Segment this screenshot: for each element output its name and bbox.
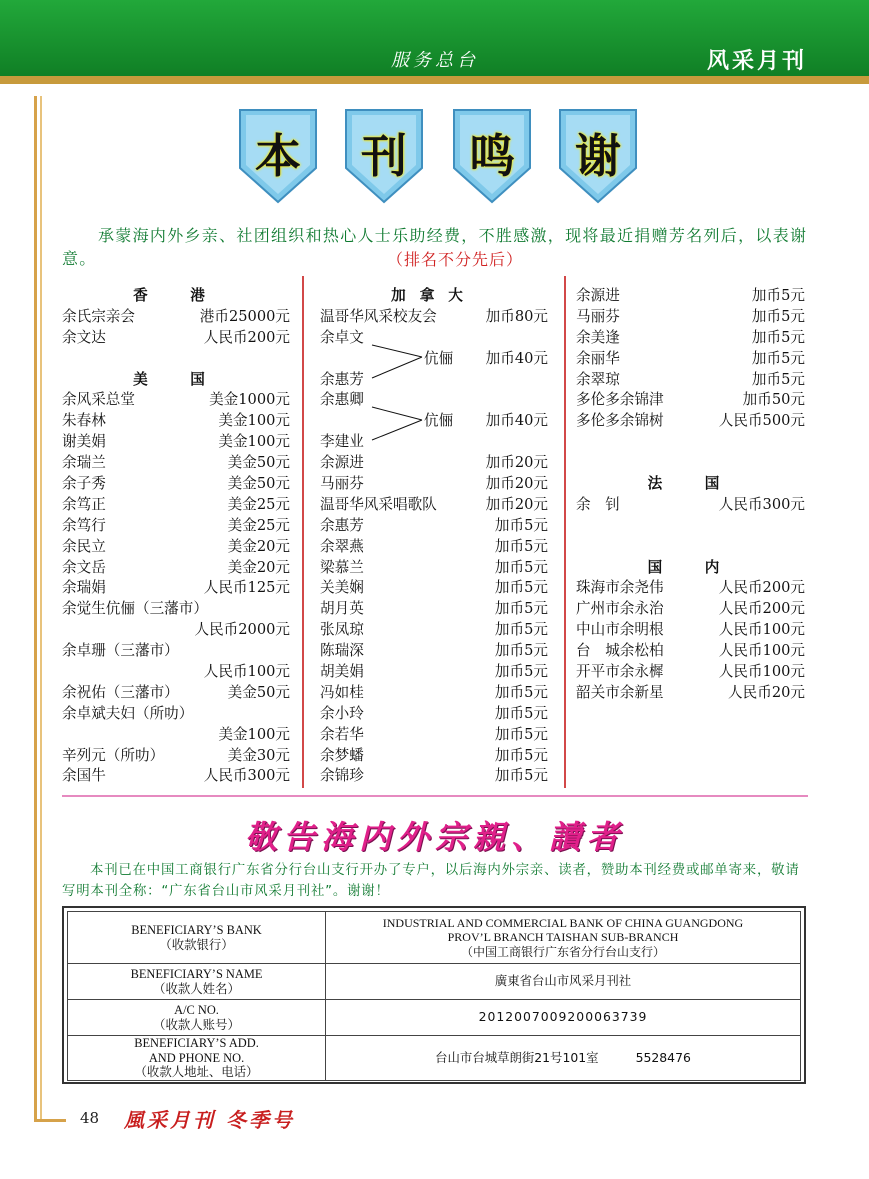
donation-amount: 加币5元 [494, 663, 548, 681]
donation-amount: 人民币100元 [203, 663, 290, 681]
value-line: （中国工商银行广东省分行台山支行） [460, 944, 665, 959]
region-heading-row [62, 286, 290, 307]
donation-amount: 加币5元 [494, 558, 548, 576]
donor-row [62, 307, 290, 328]
donor-name: 胡月英 [320, 600, 364, 618]
donation-amount: 美金100元 [218, 433, 290, 451]
title-shield [450, 106, 534, 206]
donation-amount: 人民币500元 [718, 412, 805, 430]
title-shield [556, 106, 640, 206]
donor-row [320, 683, 548, 704]
donor-row [62, 662, 290, 683]
donation-amount: 加币5元 [751, 370, 805, 388]
donor-name: 陈瑞深 [320, 642, 364, 660]
region-heading: 国 内 [647, 558, 734, 576]
frame-corner [34, 1119, 66, 1122]
donor-row [576, 328, 805, 349]
donation-amount: 美金50元 [227, 475, 290, 493]
donor-name: 多伦多余锦树 [576, 412, 664, 430]
donation-amount: 港币25000元 [199, 307, 290, 325]
donor-row [576, 599, 805, 620]
donor-row [320, 411, 548, 432]
donor-row [62, 495, 290, 516]
bank-value: 廣東省台山市风采月刊社 [326, 964, 801, 1000]
donor-name: 余文岳 [62, 558, 106, 576]
donor-row [576, 662, 805, 683]
donor-name: 余锦珍 [320, 767, 364, 785]
donation-amount: 加币5元 [494, 537, 548, 555]
title-char: 鸣 [469, 129, 515, 183]
title-char: 谢 [575, 129, 621, 183]
donor-row [576, 495, 805, 516]
donor-name: 余惠芳 [320, 370, 364, 388]
bank-label [68, 912, 326, 964]
frame-line-inner [40, 96, 42, 1122]
donation-amount: 美金1000元 [209, 391, 290, 409]
notice-text: 本刊已在中国工商银行广东省分行台山支行开办了专户，以后海内外宗亲、读者，赞助本刊经费或邮单寄来，敬请写明本刊全称：“广东省台山市风采月刊社”。谢谢！ [62, 863, 800, 899]
donor-name: 朱春林 [62, 412, 106, 430]
donor-row [320, 599, 548, 620]
header-strip [0, 76, 869, 84]
donation-amount: 加币20元 [485, 454, 548, 472]
donor-name: 余氏宗亲会 [62, 307, 135, 325]
donor-name: 余小玲 [320, 704, 364, 722]
bank-row [68, 912, 801, 964]
frame-line [34, 96, 37, 1122]
donor-row [62, 432, 290, 453]
donor-row [320, 474, 548, 495]
donor-name: 胡美娟 [320, 663, 364, 681]
donor-column-2 [320, 286, 548, 787]
value-line: PROV’L BRANCH TAISHAN SUB-BRANCH [447, 930, 679, 945]
donation-amount: 人民币2000元 [194, 621, 290, 639]
bank-row [68, 964, 801, 1000]
intro-text: 承蒙海内外乡亲、社团组织和热心人士乐助经费，不胜感激，现将最近捐赠芳名列后，以表谢意。 [62, 226, 808, 268]
donor-row [62, 599, 290, 620]
donor-row [62, 474, 290, 495]
donor-name: 余惠芳 [320, 516, 364, 534]
region-heading: 法 国 [647, 475, 734, 493]
donation-amount: 美金30元 [227, 746, 290, 764]
donor-row [320, 453, 548, 474]
donor-name: 余源进 [576, 287, 620, 304]
donor-row [576, 349, 805, 370]
donor-row [320, 662, 548, 683]
donor-name: 温哥华风采唱歌队 [320, 495, 437, 513]
donor-name: 余若华 [320, 725, 364, 743]
donor-column-3 [576, 286, 805, 704]
title-char: 刊 [361, 129, 407, 183]
donation-amount: 加币5元 [751, 349, 805, 367]
donor-name: 余子秀 [62, 475, 106, 493]
donation-amount: 加币20元 [485, 495, 548, 513]
brand-title: 风采月刊 [706, 49, 807, 74]
donor-name: 冯如桂 [320, 683, 364, 701]
donation-amount: 美金25元 [227, 495, 290, 513]
donor-name: 台 城余松柏 [576, 642, 664, 660]
donor-row [62, 620, 290, 641]
donation-amount: 加币5元 [751, 307, 805, 325]
donor-name: 余丽华 [576, 349, 620, 367]
donor-row [320, 495, 548, 516]
bank-value: 台山市台城草朗街21号101室 5528476 [326, 1036, 801, 1081]
label-zh: （收款人账号） [153, 1017, 240, 1032]
donor-row [576, 307, 805, 328]
donation-amount: 加币80元 [485, 307, 548, 325]
donor-row [320, 746, 548, 767]
donor-row [320, 328, 548, 349]
donor-name: 余美逢 [576, 328, 620, 346]
donation-amount: 人民币200元 [718, 579, 805, 597]
donation-amount: 人民币300元 [718, 495, 805, 513]
couple-label: 伉俪 [424, 412, 454, 430]
donor-name: 马丽芬 [576, 307, 620, 325]
donor-name: 梁慕兰 [320, 558, 364, 576]
donor-name: 余翠琼 [576, 370, 620, 388]
donation-amount: 加币5元 [494, 725, 548, 743]
label-en: A/C NO. [174, 1002, 219, 1017]
donation-amount: 人民币100元 [718, 642, 805, 660]
donor-row [62, 704, 290, 725]
donation-amount: 人民币100元 [718, 621, 805, 639]
bank-info-table [62, 906, 806, 1084]
bank-label [68, 1036, 326, 1081]
donor-row [576, 683, 805, 704]
donor-name: 张凤琼 [320, 621, 364, 639]
donor-name: 韶关市余新星 [576, 683, 664, 701]
donation-amount: 加币5元 [494, 516, 548, 534]
label-zh: （收款人地址、电话） [134, 1065, 259, 1080]
donor-name: 马丽芬 [320, 475, 364, 493]
donor-row [320, 349, 548, 370]
donor-name: 余笃行 [62, 516, 106, 534]
donor-name: 余笃正 [62, 495, 106, 513]
donor-row [320, 370, 548, 391]
donor-row [62, 641, 290, 662]
donation-amount: 美金25元 [227, 516, 290, 534]
donation-amount: 加币5元 [494, 621, 548, 639]
donation-amount: 加币40元 [485, 412, 548, 430]
title-shield [236, 106, 320, 206]
donor-row [576, 537, 805, 558]
donor-row [576, 286, 805, 307]
donation-amount: 美金50元 [227, 454, 290, 472]
label-en: BENEFICIARY’S NAME [130, 966, 263, 981]
column-divider [302, 276, 304, 788]
donor-name: 余瑞兰 [62, 454, 106, 472]
donor-name: 余祝佑（三藩市） [62, 683, 179, 701]
donor-row [576, 516, 805, 537]
donor-row [320, 537, 548, 558]
donation-amount: 美金20元 [227, 558, 290, 576]
donation-amount: 美金100元 [218, 725, 290, 743]
donor-row [320, 390, 548, 411]
donor-name: 余惠卿 [320, 391, 364, 409]
donor-name: 余瑞娟 [62, 579, 106, 597]
donor-row [62, 766, 290, 787]
donor-row [62, 349, 290, 370]
region-heading: 美 国 [133, 370, 219, 388]
donor-name: 开平市余永樨 [576, 663, 664, 681]
donor-row [320, 307, 548, 328]
donor-row [320, 641, 548, 662]
couple-brackets [370, 336, 430, 446]
donor-name: 关美娴 [320, 579, 364, 597]
donor-row [320, 620, 548, 641]
donor-name: 余风采总堂 [62, 391, 135, 409]
donor-row [320, 578, 548, 599]
label-en: AND PHONE NO. [148, 1050, 245, 1065]
donor-name: 余源进 [320, 454, 364, 472]
donation-amount: 人民币100元 [718, 663, 805, 681]
bank-value: 2012007009200063739 [326, 1000, 801, 1036]
donor-row [62, 390, 290, 411]
title-char: 本 [255, 129, 301, 183]
donation-amount: 美金20元 [227, 537, 290, 555]
donor-name: 中山市余明根 [576, 621, 664, 639]
notice-title: 敬告海内外宗親、讀者 [244, 818, 625, 856]
donor-row [62, 453, 290, 474]
donor-row [62, 578, 290, 599]
donor-name: 多伦多余锦津 [576, 391, 664, 409]
donor-name: 余 钊 [576, 495, 620, 513]
donor-row [62, 411, 290, 432]
label-en: BENEFICIARY’S ADD. [134, 1036, 259, 1050]
donation-amount: 加币5元 [494, 704, 548, 722]
donation-amount: 加币50元 [742, 391, 805, 409]
donor-name: 余翠燕 [320, 537, 364, 555]
couple-label: 伉俪 [424, 349, 454, 367]
bank-row [68, 1036, 801, 1081]
page-number: 48 [80, 1109, 100, 1127]
donation-amount: 加币5元 [494, 642, 548, 660]
donor-name: 温哥华风采校友会 [320, 307, 437, 325]
column-divider [564, 276, 566, 788]
donor-row [62, 516, 290, 537]
donor-row [320, 766, 548, 787]
donation-amount: 加币5元 [494, 683, 548, 701]
donor-name: 珠海市余尧伟 [576, 579, 664, 597]
donation-amount: 人民币200元 [718, 600, 805, 618]
intro-note: （排名不分先后） [386, 250, 523, 269]
donation-amount: 人民币125元 [203, 579, 290, 597]
donor-row [62, 683, 290, 704]
donation-amount: 美金100元 [218, 412, 290, 430]
donor-row [320, 725, 548, 746]
donor-name: 余卓珊（三藩市） [62, 642, 179, 660]
donor-name: 余民立 [62, 537, 106, 555]
donation-amount: 加币5元 [494, 579, 548, 597]
bank-row [68, 1000, 801, 1036]
donor-row [320, 704, 548, 725]
region-heading-row [320, 286, 548, 307]
label-zh: （收款银行） [159, 937, 234, 952]
donation-amount: 加币40元 [485, 349, 548, 367]
title-shield [342, 106, 426, 206]
donation-amount: 美金50元 [227, 683, 290, 701]
donor-row [576, 390, 805, 411]
donor-name: 余卓文 [320, 328, 364, 346]
donation-amount: 加币5元 [751, 328, 805, 346]
section-divider [62, 795, 808, 797]
donor-row [576, 578, 805, 599]
donor-name: 余觉生伉俪（三藩市） [62, 600, 208, 618]
bank-label [68, 1000, 326, 1036]
region-heading: 加拿大 [391, 287, 477, 304]
section-title: 服务总台 [391, 50, 479, 71]
bank-label [68, 964, 326, 1000]
donor-row [320, 432, 548, 453]
label-zh: （收款人姓名） [153, 981, 240, 996]
donation-amount: 加币5元 [494, 746, 548, 764]
donor-row [62, 725, 290, 746]
donor-row [62, 558, 290, 579]
donor-row [576, 620, 805, 641]
donor-column-1 [62, 286, 290, 787]
label-en: BENEFICIARY’S BANK [131, 922, 262, 937]
region-heading: 香 港 [133, 287, 219, 304]
donation-amount: 加币5元 [494, 767, 548, 785]
donor-name: 广州市余永治 [576, 600, 664, 618]
region-heading-row [576, 558, 805, 579]
donation-amount: 人民币300元 [203, 767, 290, 785]
donor-row [576, 453, 805, 474]
donor-row [62, 746, 290, 767]
donor-row [62, 537, 290, 558]
bank-value [326, 912, 801, 964]
region-heading-row [62, 370, 290, 391]
donor-row [576, 432, 805, 453]
donation-amount: 加币5元 [494, 600, 548, 618]
donor-row [576, 411, 805, 432]
donor-name: 余文达 [62, 328, 106, 346]
donation-amount: 加币5元 [751, 287, 805, 304]
donor-name: 余国牛 [62, 767, 106, 785]
value-line: INDUSTRIAL AND COMMERCIAL BANK OF CHINA GUANGDONG [382, 915, 744, 930]
donor-row [320, 558, 548, 579]
donor-row [320, 516, 548, 537]
donation-amount: 加币20元 [485, 475, 548, 493]
donation-amount: 人民币20元 [728, 683, 805, 701]
donor-name: 余卓斌夫妇（所叻） [62, 704, 194, 722]
donor-row [576, 641, 805, 662]
donor-name: 谢美娟 [62, 433, 106, 451]
donor-row [576, 370, 805, 391]
donor-name: 李建业 [320, 433, 364, 451]
donor-name: 辛列元（所叻） [62, 746, 165, 764]
donor-name: 余梦蟠 [320, 746, 364, 764]
donation-amount: 人民币200元 [203, 328, 290, 346]
region-heading-row [576, 474, 805, 495]
donor-row [62, 328, 290, 349]
footer-title: 風采月刊 冬季号 [124, 1108, 295, 1132]
